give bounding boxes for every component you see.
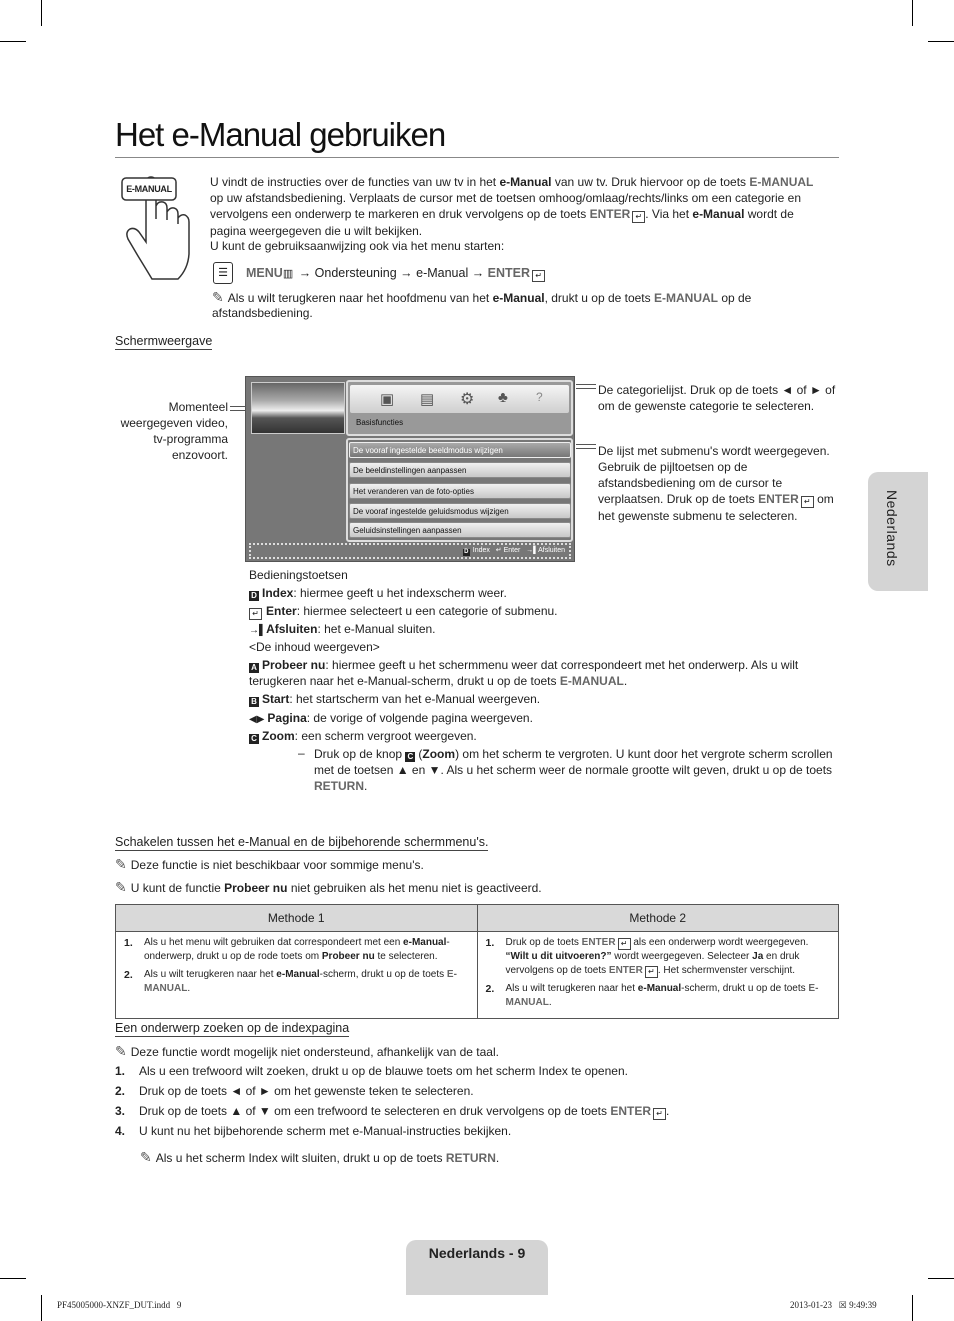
page-title: Het e-Manual gebruiken — [115, 116, 446, 153]
method2-cell: 1. Druk op de toets ENTER ↵ als een onderwerp wordt weergegeven. “Wilt u dit uitvoeren?” wordt weergegeven. Selecteer Ja en druk vervolgens op de toets ENTER ↵ . Het schermvenster verschijnt. 2. Als u wilt terugkeren naar het e-Manual-scherm, drukt u op de toets E-MANUAL. — [477, 932, 839, 1019]
method1-cell: 1. Als u het menu wilt gebruiken dat correspondeert met een e-Manual-onderwerp, drukt u op de rode toets om Probeer nu te selecteren. 2. Als u wilt terugkeren naar het e-Manual-scherm, drukt u op de toets E-MANUAL. — [116, 932, 478, 1019]
method1-header: Methode 1 — [116, 905, 478, 932]
basic-features-icon[interactable]: ▣ — [380, 391, 395, 408]
methods-table — [115, 904, 839, 1019]
crop-mark — [41, 1295, 42, 1321]
control-try-now: A Probeer nu: hiermee geeft u het schermmenu weer dat correspondeert met het onderwerp. Als u wilt terugkeren naar het e-Manual-scherm, drukt u op de toets E-MANUAL. — [249, 658, 799, 688]
control-exit: →▌Afsluiten: het e-Manual sluiten. — [249, 622, 436, 636]
zoom-sub-dash: – — [298, 746, 305, 760]
settings-gear-icon[interactable]: ⚙ — [460, 391, 475, 408]
intro-paragraph-2: U kunt de gebruiksaanwijzing ook via het menu starten: — [210, 239, 505, 253]
c-key-icon: C — [249, 734, 259, 744]
crop-mark — [0, 41, 26, 42]
right-callout-submenus: De lijst met submenu's wordt weergegeven. Gebruik de pijltoetsen op de afstandsbediening om de cursor te verplaatsen. Druk op de toets ENTER ↵ om het gewenste submenu te selecteren. — [598, 444, 834, 523]
index-steps — [115, 1061, 835, 1141]
screen-footer: D Index ↵ Enter →▌Afsluiten — [249, 543, 571, 559]
title-rule — [115, 157, 839, 158]
network-icon[interactable]: ♣ — [498, 389, 508, 406]
exit-icon: →▌ — [526, 547, 539, 554]
control-start: B Start: het startscherm van het e-Manual weergeven. — [249, 690, 540, 708]
submenu-item-selected[interactable]: De vooraf ingestelde beeldmodus wijzigen — [349, 442, 571, 458]
remote-hand-icon — [118, 174, 198, 284]
enter-icon: ↵ — [801, 496, 814, 508]
note-pencil-icon: ✎ — [115, 1043, 127, 1059]
enter-icon: ↵ — [532, 270, 545, 282]
enter-icon: ↵ — [249, 608, 262, 620]
emanual-screen — [245, 376, 575, 562]
crop-mark — [0, 1278, 26, 1279]
submenu-item[interactable]: Geluidsinstellingen aanpassen — [349, 522, 571, 538]
index-key-icon: D — [464, 549, 469, 555]
note-pencil-icon: ✎ — [115, 879, 127, 895]
control-enter: ↵ Enter: hiermee selecteert u een categorie of submenu. — [249, 602, 558, 620]
control-page: ◀▶ Pagina: de vorige of volgende pagina weergeven. — [249, 711, 533, 725]
intro-paragraph: U vindt de instructies over de functies van uw tv in het e-Manual van uw tv. Druk hiervoor op de toets E-MANUAL op uw afstandsbediening. Verplaats de cursor met de toetsen omhoog/omlaag/rechts/links om een categorie en vervolgens een onderwerp te markeren en druk vervolgens op de toets ENTER ↵ . Via het e-Manual wordt de pagina weergegeven die u wilt bekijken. — [210, 175, 814, 238]
submenu-item[interactable]: De vooraf ingestelde geluidsmodus wijzigen — [349, 503, 571, 519]
print-date: 2013-01-23 ☒ 9:49:39 — [790, 1300, 877, 1310]
b-key-icon: B — [249, 697, 259, 707]
note-pencil-icon: ✎ — [115, 856, 127, 872]
crop-mark — [912, 1295, 913, 1321]
left-callout: Momenteel weergegeven video, tv-programma enzovoort. — [120, 400, 228, 462]
right-callout-categories: De categorielijst. Druk op de toets ◄ of ► of om de gewenste categorie te selecteren. — [598, 383, 836, 413]
help-icon[interactable]: ? — [536, 390, 543, 404]
callout-line — [576, 388, 596, 389]
enter-icon: ↵ — [618, 938, 631, 950]
enter-icon: ↵ — [645, 966, 658, 978]
a-key-icon: A — [249, 663, 259, 673]
content-heading: <De inhoud weergeven> — [249, 640, 380, 654]
remote-button-label: E-MANUAL — [126, 184, 172, 194]
enter-icon: ↵ — [495, 547, 502, 554]
screen-section-heading: Schermweergave — [115, 334, 213, 348]
intro-note: ✎ Als u wilt terugkeren naar het hoofdmenu van het e-Manual, drukt u op de toets E-MANUAL op de afstandsbediening. — [212, 289, 752, 320]
enter-icon: ↵ — [632, 211, 645, 223]
video-preview — [251, 382, 345, 434]
callout-line — [576, 384, 596, 385]
enter-icon: ↵ — [653, 1108, 666, 1120]
crop-mark — [912, 0, 913, 26]
control-zoom: C Zoom: een scherm vergroot weergeven. — [249, 727, 477, 745]
note-pencil-icon: ✎ — [140, 1149, 152, 1165]
index-key-icon: D — [249, 591, 259, 601]
crop-mark — [928, 41, 954, 42]
callout-line — [576, 444, 596, 445]
side-tab-label: Nederlands — [884, 490, 900, 567]
category-panel — [346, 380, 573, 436]
callout-line — [576, 448, 596, 449]
category-strip — [350, 385, 569, 413]
index-note: ✎ Deze functie wordt mogelijk niet ondersteund, afhankelijk van de taal. — [115, 1043, 499, 1059]
print-file-name: PF45005000-XNZF_DUT.indd 9 — [57, 1300, 182, 1310]
c-key-icon: C — [405, 752, 415, 762]
exit-icon: →▌ — [249, 625, 267, 636]
page-arrows-icon: ◀▶ — [249, 714, 265, 725]
submenu-item[interactable]: De beeldinstellingen aanpassen — [349, 462, 571, 478]
category-label: Basisfuncties — [356, 418, 404, 427]
step-4: 4. U kunt nu het bijbehorende scherm met e-Manual-instructies bekijken. — [115, 1124, 512, 1138]
index-sub-note: ✎ Als u het scherm Index wilt sluiten, drukt u op de toets RETURN. — [140, 1149, 500, 1165]
index-section-heading: Een onderwerp zoeken op de indexpagina — [115, 1021, 350, 1035]
control-index: D Index: hiermee geeft u het indexscherm weer. — [249, 584, 507, 602]
switch-note-1: ✎ Deze functie is niet beschikbaar voor sommige menu's. — [115, 856, 424, 872]
crop-mark — [41, 0, 42, 26]
step-1: 1. Als u een trefwoord wilt zoeken, drukt u op de blauwe toets om het scherm Index te openen. — [115, 1064, 628, 1078]
controls-heading: Bedieningstoetsen — [249, 568, 348, 582]
crop-mark — [928, 1278, 954, 1279]
note-pencil-icon: ✎ — [212, 289, 224, 305]
switch-note-2: ✎ U kunt de functie Probeer nu niet gebruiken als het menu niet is geactiveerd. — [115, 879, 542, 895]
switch-section-heading: Schakelen tussen het e-Manual en de bijbehorende schermmenu's. — [115, 835, 489, 849]
step-3: 3. Druk op de toets ▲ of ▼ om een trefwoord te selecteren en druk vervolgens op de toets ENTER ↵ . — [115, 1104, 670, 1118]
footer-page-label: Nederlands - 9 — [428, 1245, 526, 1261]
footer-page-tab — [406, 1240, 548, 1295]
zoom-sub-text: Druk op de knop C (Zoom) om het scherm te vergroten. U kunt door het vergrote scherm scrollen met de toetsen ▲ en ▼. Als u het scherm weer de normale grootte wilt geven, drukt u op de toets RETURN. — [314, 747, 833, 793]
language-side-tab — [868, 472, 928, 591]
step-2: 2. Druk op de toets ◄ of ► om het gewenste teken te selecteren. — [115, 1084, 474, 1098]
picture-icon[interactable]: ▤ — [420, 391, 435, 408]
submenu-item[interactable]: Het veranderen van de foto-opties — [349, 483, 571, 499]
remote-menu-icon: ☰ — [213, 262, 233, 284]
menu-path: MENU▥ → Ondersteuning → e-Manual → ENTER ↵ — [246, 266, 545, 282]
menu-grid-icon: ▥ — [282, 268, 294, 280]
method2-header: Methode 2 — [477, 905, 839, 932]
